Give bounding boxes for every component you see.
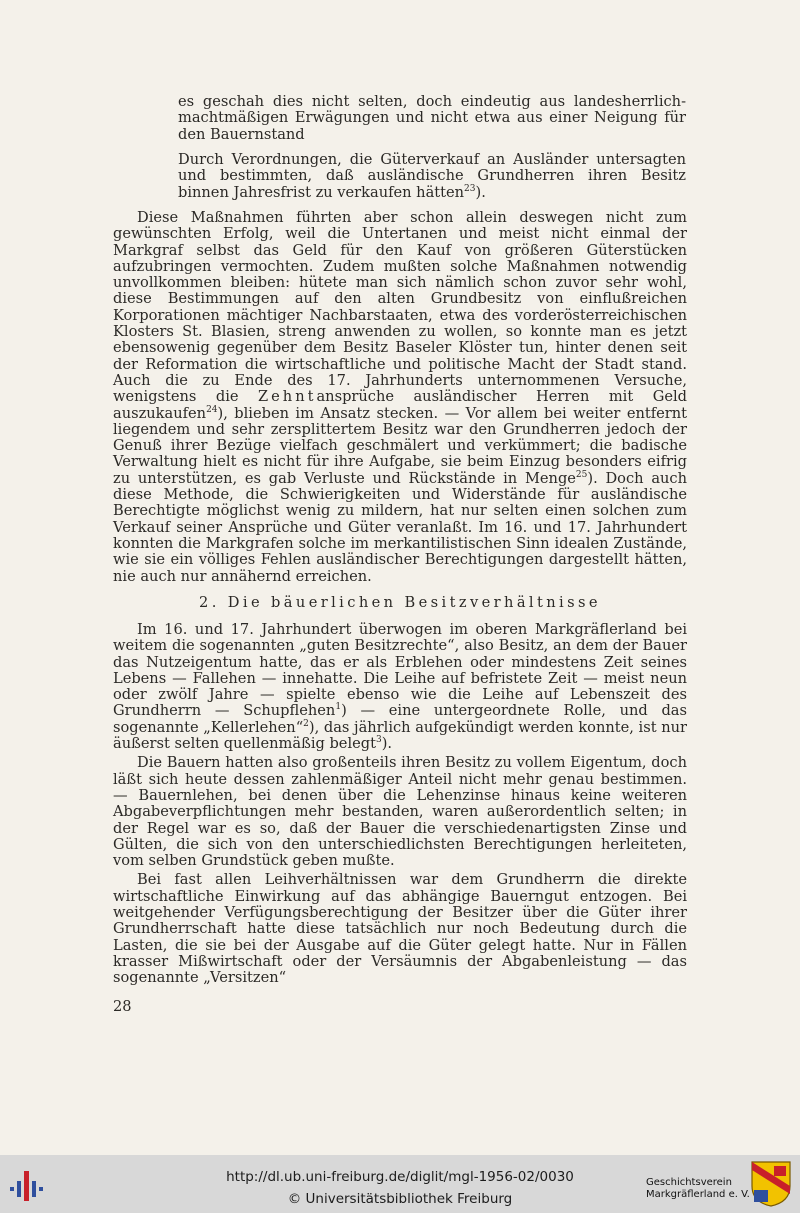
- document-url-link[interactable]: http://dl.ub.uni-freiburg.de/diglit/mgl-1956-02/0030: [226, 1169, 574, 1185]
- para-1-a: Diese Maßnahmen führten aber schon allein deswegen nicht zum gewünschten Erfolg, weil die Untertanen und meist nicht einmal der Markgraf selbst das Geld für den Kauf von größeren Güterstücken aufzubringen vermochten. Zudem mußten solche Maßnahmen notwendig unvollkommen bleiben: hütete man sich nämlich schon zuvor sehr wohl, diese Bestimmungen auf den alten Grundbesitz von einflußreichen Korporationen mächtiger Nachbarstaaten, etwa des vorderösterreichischen Klosters St. Blasien, streng anwenden zu wollen, so konnte man es jetzt ebensowenig gegenüber dem Besitz Baseler Klöster tun, hinter denen seit der Reformation die wirtschaftliche und politische Macht der Stadt stand. Auch die zu Ende des 17. Jahrhunderts unternommenen Versuche, wenigstens die: [113, 209, 687, 406]
- quote-text-2: [178, 152, 686, 201]
- quote-text-1: es geschah dies nicht selten, doch eindeutig aus landesherrlich-machtmäßigen Erwägungen und nicht etwa aus einer Neigung für den Bauernstand: [178, 93, 686, 143]
- page-number: 28: [113, 998, 132, 1015]
- footer-bar: [0, 1155, 800, 1213]
- footnote-ref-24: 24: [206, 404, 218, 415]
- para-2-d: ).: [381, 735, 393, 753]
- quote-2-end: ).: [475, 183, 486, 201]
- association-line-1: Geschichtsverein: [646, 1177, 732, 1188]
- footnote-ref-3: 3: [375, 735, 382, 746]
- para-1-d: ). Doch auch diese Methode, die Schwierigkeiten und Widerstände für ausländische Berechtigte möglichst wenig zu mildern, hat nur selten einen solchen zum Verkauf seiner Ansprüche und Güter veranlaßt. Im 16. und 17. Jahrhundert konnten die Markgrafen solche im merkantilistischen Sinn idealen Zustände, wie sie ein völliges Fehlen ausländischer Berechtigungen dargestellt hätten, nie auch nur annähernd erreichen.: [113, 469, 687, 585]
- quote-paragraph-2: [178, 152, 686, 201]
- footnote-ref-25: 25: [575, 469, 588, 480]
- quote-2-text: Durch Verordnungen, die Güterverkauf an Ausländer untersagten und bestimmten, daß ausländische Grundherren ihren Besitz binnen Jahresfrist zu verkaufen hätten: [178, 151, 686, 201]
- copyright-text: © Universitätsbibliothek Freiburg: [287, 1191, 513, 1207]
- footnote-ref-1: 1: [335, 702, 342, 713]
- quote-paragraph-1: [178, 94, 686, 143]
- paragraph-text-2: [113, 622, 687, 752]
- paragraph-text-3: Die Bauern hatten also großenteils ihren Besitz zu vollem Eigentum, doch läßt sich heute dessen zahlenmäßiger Anteil nicht mehr genau bestimmen. — Bauernlehen, bei denen über die Lehenzinse hinaus keine weiteren Abgabeverpflichtungen mehr bestanden, waren außerordentlich selten; in der Regel war es so, daß der Bauer die verschiedenartigsten Zinse und Gülten, die sich von den unterschiedlichsten Berechtigungen herleiteten, vom selben Grundstück geben mußte.: [113, 754, 687, 870]
- para-2-b: ) — eine untergeordnete Rolle, und das sogenannte „Kellerlehen“: [113, 702, 687, 736]
- para-2-c: ), das jährlich aufgekündigt werden konnte, ist nur äußerst selten quellenmäßig belegt: [113, 718, 687, 753]
- association-name: [646, 1177, 750, 1201]
- paragraph-text-4: Bei fast allen Leihverhältnissen war dem Grundherrn die direkte wirtschaftliche Einwirkung auf das abhängige Bauerngut entzogen. Bei weitgehender Verfügungsberechtigung der Besitzer über die Güter ihrer Grundherrschaft hatte diese tatsächlich nur noch Bedeutung durch die Lasten, die sie bei der Ausgabe auf die Güter gelegt hatte. Nur in Fällen krasser Mißwirtschaft oder der Versäumnis der Abgabenleistung — das sogenannte „Versitzen“: [113, 871, 687, 987]
- emphasis-zehnt: Zehnt: [258, 388, 317, 406]
- para-1-b: ansprüche ausländischer Herren mit Geld auszukaufen: [113, 388, 687, 422]
- footnote-ref-23: 23: [464, 183, 476, 194]
- para-2-a: Im 16. und 17. Jahrhundert überwogen im oberen Markgräflerland bei weitem die sogenannten „guten Besitzrechte“, also Besitz, an dem der Bauer das Nutzeigentum hatte, das er als Erblehen oder mindestens Zeit seines Lebens — Fallehen — innehatte. Die Leihe auf befristete Zeit — meist neun oder zwölf Jahre — spielte ebenso wie die Leihe auf Lebenszeit des Grundherrn — Schupflehen: [113, 621, 687, 720]
- body-paragraph-1: [113, 210, 687, 585]
- section-heading: 2. Die bäuerlichen Besitzverhältnisse: [199, 594, 601, 611]
- association-line-2: Markgräflerland e. V.: [646, 1189, 750, 1200]
- para-1-c: ), blieben im Ansatz stecken. — Vor allem bei weiter entfernt liegendem und sehr zersplittertem Besitz war den Grundherren jedoch der Genuß ihrer Bezüge vielfach geschmälert und verkümmert; die badische Verwaltung hielt es nicht für ihre Aufgabe, sie beim Einzug besonders eifrig zu unterstützen, es gab Verluste und Rückstände in Menge: [113, 404, 687, 487]
- paragraph-text-1: [113, 210, 687, 585]
- footnote-ref-2: 2: [303, 718, 309, 729]
- coat-of-arms-icon[interactable]: [750, 1160, 792, 1208]
- section-2-body: [113, 622, 687, 990]
